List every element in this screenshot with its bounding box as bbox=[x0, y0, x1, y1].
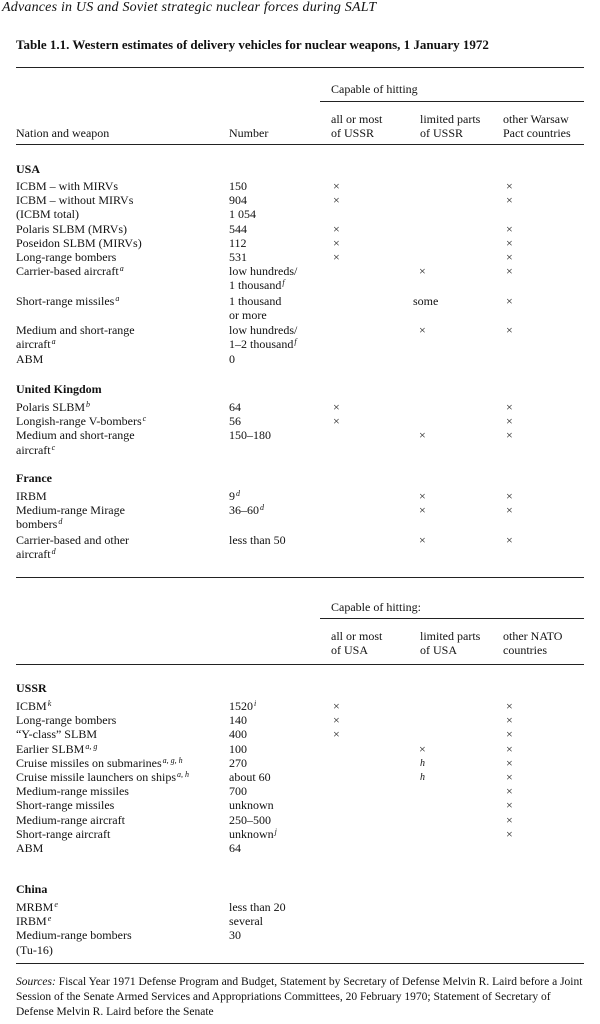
row-number-text: 9 bbox=[229, 489, 235, 503]
footnote-marker: a, g, h bbox=[162, 755, 183, 765]
row-number-text: 140 bbox=[229, 713, 247, 728]
row-number-text: 400 bbox=[229, 727, 247, 742]
footnote-marker: d bbox=[51, 546, 56, 556]
row-number-text: 100 bbox=[229, 741, 247, 756]
row-number bbox=[229, 250, 247, 264]
row-number-text: 64 bbox=[229, 841, 241, 855]
header-rule-2 bbox=[16, 664, 584, 665]
row-number bbox=[229, 900, 286, 914]
row-label-text: Short-range missiles bbox=[16, 798, 115, 813]
mark-col-b: h bbox=[420, 772, 425, 783]
mark-col-c: × bbox=[506, 193, 513, 208]
mark-col-c: × bbox=[506, 400, 513, 414]
row-label-text: aircraft bbox=[16, 337, 51, 352]
row-number-text: 1–2 thousand bbox=[229, 337, 294, 352]
row-label bbox=[16, 264, 124, 278]
col-header-a-2 bbox=[331, 643, 368, 657]
row-number bbox=[229, 827, 277, 841]
footnote-marker: a bbox=[119, 264, 124, 274]
row-label bbox=[16, 250, 116, 264]
row-number bbox=[229, 207, 256, 221]
mark-col-b: × bbox=[419, 323, 426, 337]
footnote-marker: f bbox=[294, 337, 297, 347]
row-number-text: 1 054 bbox=[229, 207, 256, 222]
row-label bbox=[16, 742, 97, 756]
row-number-text: several bbox=[229, 914, 263, 929]
row-label bbox=[16, 428, 135, 442]
mark-col-c: × bbox=[506, 323, 513, 337]
row-number-text: 0 bbox=[229, 352, 235, 367]
group-rule-2 bbox=[320, 618, 584, 619]
row-number bbox=[229, 798, 274, 812]
row-number-text: 56 bbox=[229, 414, 241, 429]
mark-col-a: × bbox=[333, 414, 340, 429]
row-number bbox=[229, 841, 241, 855]
row-number bbox=[229, 193, 247, 207]
row-label bbox=[16, 352, 43, 366]
row-number bbox=[229, 264, 297, 278]
row-label bbox=[16, 517, 62, 531]
row-label bbox=[16, 443, 55, 457]
footnote-marker: c bbox=[142, 414, 147, 424]
mark-col-b: × bbox=[419, 503, 426, 518]
row-number-text: 250–500 bbox=[229, 812, 271, 827]
row-number-text: 1520 bbox=[229, 699, 253, 713]
row-label-text: IRBM bbox=[16, 489, 47, 503]
row-label-text: MRBM bbox=[16, 900, 54, 914]
mark-col-c: × bbox=[506, 293, 513, 308]
row-number-text: 700 bbox=[229, 784, 247, 799]
row-label bbox=[16, 756, 183, 770]
row-label-text: Polaris SLBM (MRVs) bbox=[16, 221, 128, 236]
row-label-text: Long-range bombers bbox=[16, 713, 117, 728]
row-label-text: (ICBM total) bbox=[16, 207, 79, 222]
col-header-c-text: other Warsaw bbox=[503, 112, 569, 126]
group-title-ussr: USSR bbox=[16, 681, 47, 695]
row-number bbox=[229, 400, 241, 414]
mark-col-a: × bbox=[333, 400, 340, 414]
row-number bbox=[229, 914, 263, 928]
top-rule bbox=[16, 67, 584, 68]
row-label-text: Medium-range missiles bbox=[16, 784, 129, 799]
col-header-c bbox=[503, 112, 569, 126]
row-label-text: Polaris SLBM bbox=[16, 400, 86, 414]
row-number bbox=[229, 742, 247, 756]
row-label-text: Medium-range bombers bbox=[16, 928, 132, 943]
row-label-text: Cruise missiles on submarines bbox=[16, 755, 162, 770]
col-header-b-2-text: of USA bbox=[420, 643, 458, 658]
row-label bbox=[16, 547, 56, 561]
group-title-france: France bbox=[16, 471, 52, 485]
row-number bbox=[229, 323, 297, 337]
footnote-marker: a bbox=[115, 293, 120, 303]
row-number-text: or more bbox=[229, 307, 267, 322]
mark-col-c: × bbox=[506, 179, 513, 193]
col-header-a-2 bbox=[331, 629, 382, 643]
row-label-text: Medium-range Mirage bbox=[16, 503, 125, 518]
row-number-text: less than 20 bbox=[229, 900, 286, 914]
row-label bbox=[16, 841, 43, 855]
row-number-text: 544 bbox=[229, 221, 247, 236]
row-number bbox=[229, 489, 240, 503]
row-label-text: Medium-range aircraft bbox=[16, 812, 125, 827]
row-label-text: Medium and short-range bbox=[16, 323, 135, 337]
row-label bbox=[16, 294, 119, 308]
row-label-text: (Tu-16) bbox=[16, 942, 53, 957]
row-label bbox=[16, 699, 51, 713]
mark-col-c: × bbox=[506, 770, 513, 784]
footnote-marker: d bbox=[260, 503, 264, 513]
row-label bbox=[16, 400, 90, 414]
col-header-c bbox=[503, 126, 571, 140]
mark-col-c: × bbox=[506, 503, 513, 518]
row-number bbox=[229, 533, 286, 547]
footnote-marker: d bbox=[58, 517, 63, 527]
row-label bbox=[16, 914, 51, 928]
row-number-text: 36–60 bbox=[229, 503, 259, 518]
row-label-text: Poseidon SLBM (MIRVs) bbox=[16, 235, 142, 250]
mark-col-c: × bbox=[506, 250, 513, 264]
row-number bbox=[229, 756, 247, 770]
footnote-marker: e bbox=[47, 914, 52, 924]
mark-col-c: × bbox=[506, 741, 513, 756]
group-header-2: Capable of hitting: bbox=[331, 600, 421, 614]
sources-note bbox=[16, 975, 584, 1020]
footnote-marker: c bbox=[51, 442, 56, 452]
row-number-text: about 60 bbox=[229, 770, 271, 784]
row-label bbox=[16, 727, 97, 741]
mark-col-c: × bbox=[506, 755, 513, 770]
mark-col-b: some bbox=[413, 293, 439, 308]
row-label bbox=[16, 943, 53, 957]
group-title-china: China bbox=[16, 882, 48, 896]
mark-col-c: × bbox=[506, 428, 513, 443]
row-label bbox=[16, 414, 146, 428]
mark-col-c: × bbox=[506, 414, 513, 429]
mark-col-b: × bbox=[419, 264, 426, 279]
row-label-text: Short-range missiles bbox=[16, 293, 115, 308]
col-header-a-text: of USSR bbox=[331, 126, 375, 141]
row-number bbox=[229, 222, 247, 236]
sources-text: Fiscal Year 1971 Defense Program and Budget, Statement by Secretary of Defense Melvin R. Laird before a Joint Session of the Senate Armed Services and Appropriations Committees, 20 February 1970; Statement of Secretary of Defense Melvin R. Laird before the Senate bbox=[16, 976, 583, 1018]
footnote-marker: j bbox=[274, 826, 277, 836]
mark-col-a: × bbox=[333, 727, 340, 742]
row-label bbox=[16, 928, 132, 942]
row-label-text: “Y-class” SLBM bbox=[16, 727, 97, 742]
row-number-text: 1 thousand bbox=[229, 293, 282, 308]
row-number bbox=[229, 503, 264, 517]
running-title: Advances in US and Soviet strategic nuclear forces during SALT bbox=[2, 0, 377, 15]
mark-col-b: h bbox=[420, 757, 425, 769]
mark-col-a: × bbox=[333, 179, 340, 193]
footnote-marker: e bbox=[54, 900, 58, 909]
row-label bbox=[16, 770, 189, 784]
mark-col-b: × bbox=[419, 741, 426, 756]
col-header-a bbox=[331, 126, 374, 140]
row-number bbox=[229, 278, 285, 292]
row-number-text: 531 bbox=[229, 250, 247, 264]
mark-col-c: × bbox=[506, 221, 513, 236]
row-number bbox=[229, 428, 271, 442]
row-number-text: 150–180 bbox=[229, 428, 271, 443]
group-header: Capable of hitting bbox=[331, 82, 418, 96]
row-label bbox=[16, 713, 116, 727]
row-label-text: Short-range aircraft bbox=[16, 826, 111, 841]
mark-col-c: × bbox=[506, 826, 513, 841]
mark-col-a: × bbox=[333, 235, 340, 250]
row-number bbox=[229, 699, 256, 713]
row-label bbox=[16, 900, 58, 914]
row-number bbox=[229, 727, 247, 741]
col-header-number: Number bbox=[229, 126, 269, 140]
row-number bbox=[229, 928, 241, 942]
row-number bbox=[229, 308, 267, 322]
row-label bbox=[16, 337, 56, 351]
row-number bbox=[229, 337, 297, 351]
group-rule bbox=[320, 101, 584, 102]
col-header-b bbox=[420, 112, 480, 126]
mark-col-c: × bbox=[506, 812, 513, 827]
mark-col-c: × bbox=[506, 264, 513, 279]
col-header-a-2-text: all or most bbox=[331, 629, 383, 643]
row-label bbox=[16, 798, 114, 812]
row-label bbox=[16, 193, 133, 207]
header-rule bbox=[16, 144, 584, 145]
row-number bbox=[229, 294, 281, 308]
col-header-b-2 bbox=[420, 629, 480, 643]
row-label bbox=[16, 236, 142, 250]
row-number-text: unknown bbox=[229, 826, 274, 841]
row-label-text: IRBM bbox=[16, 914, 47, 929]
mark-col-a: × bbox=[333, 713, 340, 728]
mark-col-b: × bbox=[419, 428, 426, 443]
footnote-marker: b bbox=[86, 400, 91, 409]
footnote-marker: i bbox=[254, 699, 257, 708]
row-label-text: Carrier-based aircraft bbox=[16, 264, 119, 279]
row-label bbox=[16, 323, 135, 337]
mark-col-b: × bbox=[419, 489, 426, 503]
sources-label: Sources: bbox=[16, 976, 56, 988]
mark-col-a: × bbox=[333, 250, 340, 264]
mark-col-c: × bbox=[506, 798, 513, 813]
row-label-text: Earlier SLBM bbox=[16, 741, 85, 756]
row-label bbox=[16, 503, 125, 517]
table-caption: Table 1.1. Western estimates of delivery vehicles for nuclear weapons, 1 January 1972 bbox=[16, 37, 489, 52]
mark-col-c: × bbox=[506, 235, 513, 250]
col-header-b-2 bbox=[420, 643, 457, 657]
mark-col-c: × bbox=[506, 784, 513, 799]
col-header-c-2-text: countries bbox=[503, 643, 547, 658]
row-label-text: Long-range bombers bbox=[16, 250, 117, 264]
row-number-text: 30 bbox=[229, 928, 241, 943]
col-header-b-text: limited parts bbox=[420, 112, 481, 126]
row-number bbox=[229, 813, 271, 827]
row-label-text: aircraft bbox=[16, 442, 51, 457]
col-header-a bbox=[331, 112, 382, 126]
row-label bbox=[16, 489, 47, 503]
mark-col-c: × bbox=[506, 713, 513, 728]
row-number-text: low hundreds/ bbox=[229, 323, 298, 337]
row-number-text: 904 bbox=[229, 193, 247, 208]
footnote-marker: a, g bbox=[85, 741, 98, 751]
row-label-text: Carrier-based and other bbox=[16, 532, 130, 547]
row-number bbox=[229, 352, 235, 366]
mark-col-c: × bbox=[506, 489, 513, 503]
row-label-text: ICBM bbox=[16, 699, 47, 713]
footnote-marker: a, h bbox=[176, 770, 189, 779]
mark-col-c: × bbox=[506, 727, 513, 742]
col-header-b-text: of USSR bbox=[420, 126, 464, 141]
col-header-a-2-text: of USA bbox=[331, 643, 369, 658]
row-number-text: 64 bbox=[229, 400, 241, 414]
col-header-b-2-text: limited parts bbox=[420, 629, 481, 643]
col-header-a-text: all or most bbox=[331, 112, 383, 126]
row-label bbox=[16, 222, 127, 236]
mark-col-a: × bbox=[333, 699, 340, 713]
row-number-text: 270 bbox=[229, 755, 247, 770]
row-label bbox=[16, 827, 110, 841]
row-label-text: ABM bbox=[16, 352, 44, 367]
footnote-marker: k bbox=[47, 699, 52, 708]
row-label-text: ABM bbox=[16, 841, 44, 855]
mark-col-a: × bbox=[333, 221, 340, 236]
row-label bbox=[16, 784, 129, 798]
footnote-marker: d bbox=[236, 489, 240, 498]
row-number-text: less than 50 bbox=[229, 532, 286, 547]
col-header-c-text: Pact countries bbox=[503, 126, 571, 141]
col-header-c-2 bbox=[503, 643, 547, 657]
bottom-rule bbox=[16, 963, 584, 964]
col-header-b bbox=[420, 126, 463, 140]
col-header-nation: Nation and weapon bbox=[16, 126, 110, 140]
mark-col-c: × bbox=[506, 532, 513, 547]
row-number bbox=[229, 770, 271, 784]
row-label-text: ICBM – without MIRVs bbox=[16, 193, 134, 208]
row-label-text: ICBM – with MIRVs bbox=[16, 179, 119, 193]
row-label bbox=[16, 207, 79, 221]
group-title-usa: USA bbox=[16, 162, 41, 176]
row-number bbox=[229, 784, 247, 798]
row-number bbox=[229, 713, 247, 727]
mark-col-a: × bbox=[333, 193, 340, 208]
row-label-text: aircraft bbox=[16, 546, 51, 561]
col-header-c-2 bbox=[503, 629, 562, 643]
row-label-text: Cruise missile launchers on ships bbox=[16, 770, 176, 784]
col-header-c-2-text: other NATO bbox=[503, 629, 563, 643]
mark-col-b: × bbox=[419, 532, 426, 547]
mark-col-c: × bbox=[506, 699, 513, 713]
row-number-text: unknown bbox=[229, 798, 274, 813]
group-title-uk: United Kingdom bbox=[16, 382, 102, 396]
footnote-marker: f bbox=[282, 278, 285, 288]
row-number bbox=[229, 236, 247, 250]
row-number-text: low hundreds/ bbox=[229, 264, 298, 279]
row-label-text: Medium and short-range bbox=[16, 428, 135, 443]
row-label-text: bombers bbox=[16, 517, 58, 532]
row-label bbox=[16, 813, 125, 827]
row-label bbox=[16, 533, 129, 547]
footnote-marker: a bbox=[51, 337, 56, 347]
section-rule bbox=[16, 577, 584, 578]
row-number-text: 112 bbox=[229, 235, 247, 250]
row-number bbox=[229, 414, 241, 428]
row-label-text: Longish-range V-bombers bbox=[16, 414, 142, 429]
row-number-text: 1 thousand bbox=[229, 278, 282, 293]
row-number bbox=[229, 179, 247, 193]
row-number-text: 150 bbox=[229, 179, 247, 193]
row-label bbox=[16, 179, 118, 193]
